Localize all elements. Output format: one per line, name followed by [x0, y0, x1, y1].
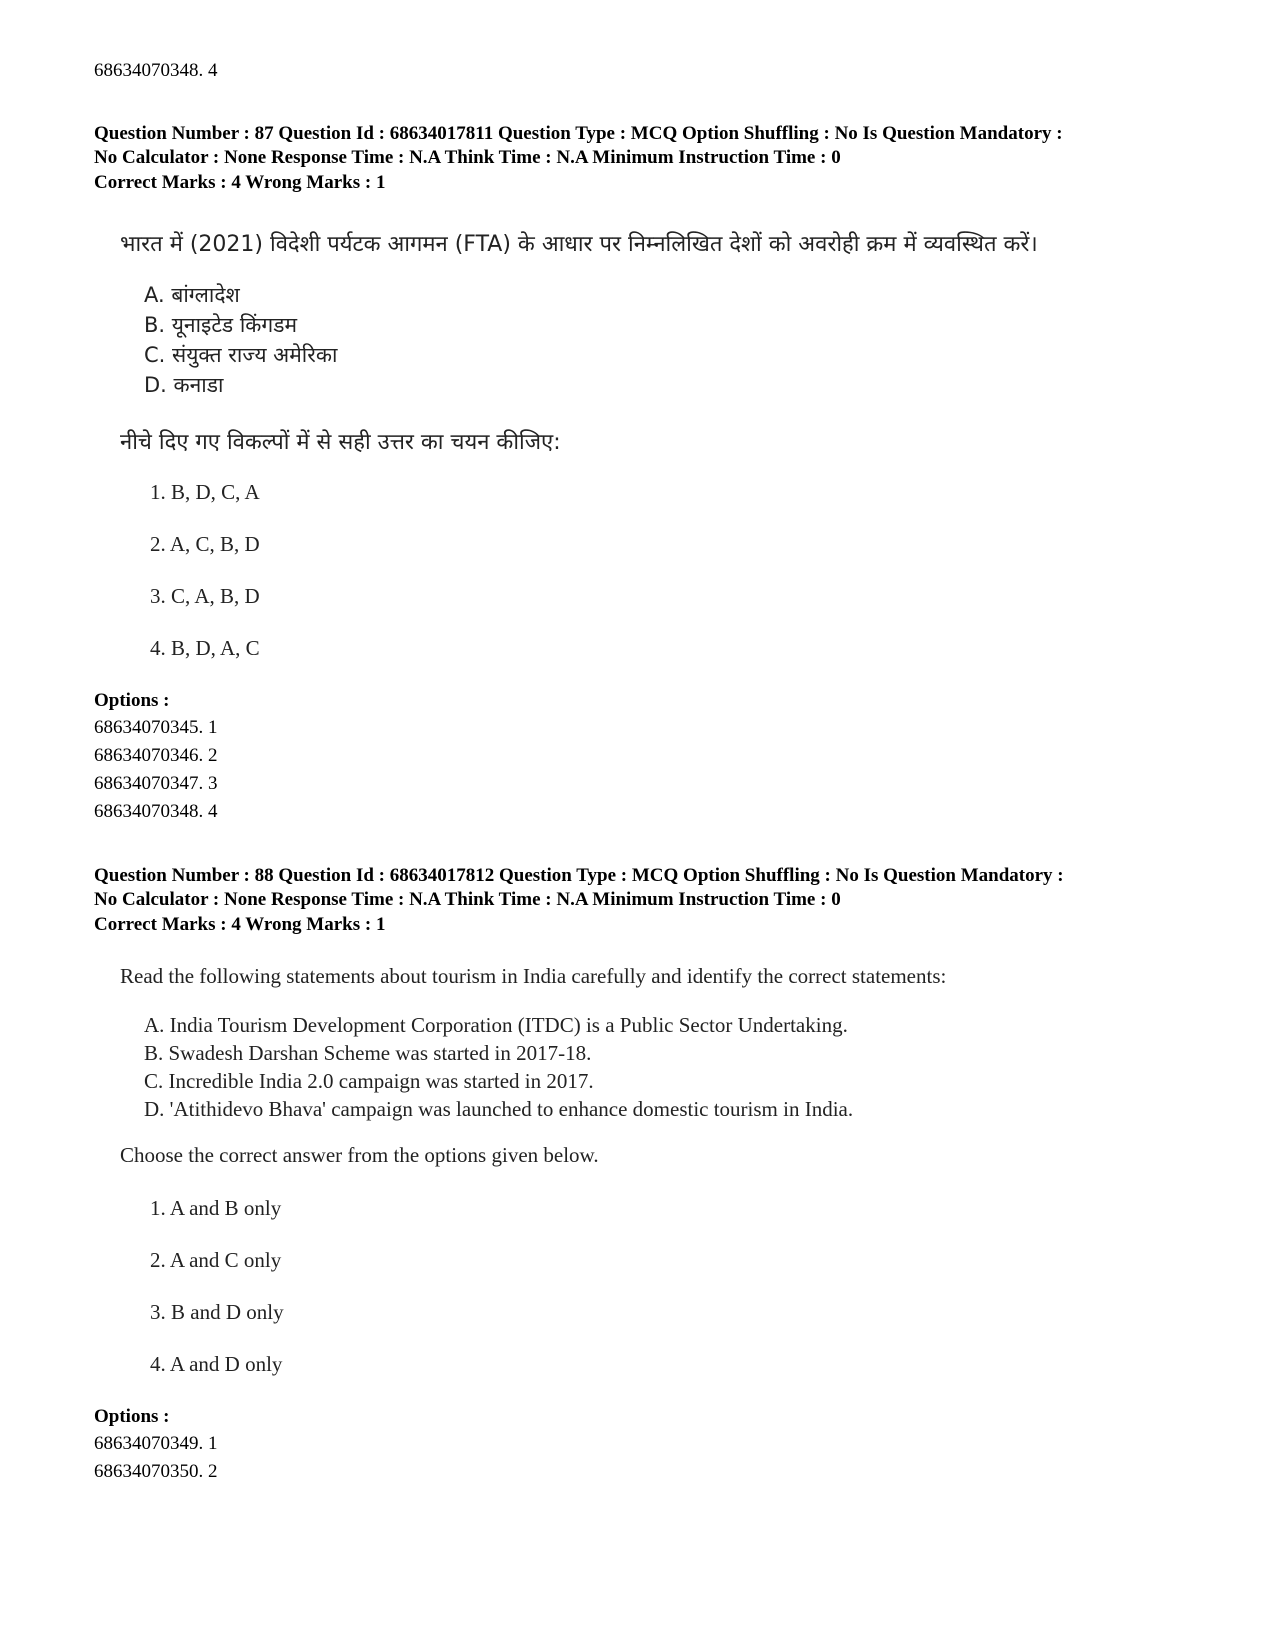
option-line: 68634070348. 4 [94, 801, 218, 822]
question-text: भारत में (2021) विदेशी पर्यटक आगमन (FTA) के आधार पर निम्नलिखित देशों को अवरोही क्रम में व्यवस्थित करें। [120, 232, 1038, 257]
statement-item: C. संयुक्त राज्य अमेरिका [144, 343, 338, 367]
option-line: 68634070349. 1 [94, 1433, 218, 1454]
option-line: 68634070345. 1 [94, 717, 218, 738]
statement-list [144, 280, 337, 400]
statement-item: A. बांग्लादेश [144, 283, 240, 307]
option-line: 68634070346. 2 [94, 745, 218, 766]
question-87-meta [94, 122, 1204, 170]
statement-item: B. Swadesh Darshan Scheme was started in 2017-18. [144, 1041, 592, 1065]
statement-list [144, 1011, 853, 1123]
question-meta-line: Question Number : 88 Question Id : 68634017812 Question Type : MCQ Option Shuffling : No Is Question Mandatory : [94, 865, 1064, 886]
question-instruction: Choose the correct answer from the options given below. [120, 1143, 599, 1167]
answer-choice: 4. A and D only [150, 1352, 283, 1376]
question-meta-line: No Calculator : None Response Time : N.A Think Time : N.A Minimum Instruction Time : 0 [94, 889, 841, 910]
answer-choice: 2. A and C only [150, 1248, 282, 1272]
question-marks: Correct Marks : 4 Wrong Marks : 1 [94, 914, 386, 935]
statement-item: D. 'Atithidevo Bhava' campaign was launched to enhance domestic tourism in India. [144, 1097, 854, 1121]
question-text: Read the following statements about tourism in India carefully and identify the correct statements: [120, 964, 947, 988]
question-88-meta [94, 864, 1204, 912]
option-line: 68634070350. 2 [94, 1461, 218, 1482]
question-instruction: नीचे दिए गए विकल्पों में से सही उत्तर का चयन कीजिए: [120, 430, 561, 455]
question-meta-line: Question Number : 87 Question Id : 68634017811 Question Type : MCQ Option Shuffling : No Is Question Mandatory : [94, 123, 1063, 144]
option-line: 68634070348. 4 [94, 60, 218, 81]
question-marks: Correct Marks : 4 Wrong Marks : 1 [94, 172, 386, 193]
option-line: 68634070347. 3 [94, 773, 218, 794]
answer-choice: 1. A and B only [150, 1196, 282, 1220]
options-label: Options : [94, 690, 170, 711]
options-label: Options : [94, 1406, 170, 1427]
statement-item: A. India Tourism Development Corporation (ITDC) is a Public Sector Undertaking. [144, 1013, 848, 1037]
question-meta-line: No Calculator : None Response Time : N.A Think Time : N.A Minimum Instruction Time : 0 [94, 147, 841, 168]
answer-choice: 4. B, D, A, C [150, 636, 260, 660]
answer-choice: 3. C, A, B, D [150, 584, 260, 608]
answer-choice: 2. A, C, B, D [150, 532, 260, 556]
answer-choice: 3. B and D only [150, 1300, 284, 1324]
statement-item: D. कनाडा [144, 373, 224, 397]
statement-item: B. यूनाइटेड किंगडम [144, 313, 298, 337]
statement-item: C. Incredible India 2.0 campaign was started in 2017. [144, 1069, 594, 1093]
answer-choice: 1. B, D, C, A [150, 480, 260, 504]
